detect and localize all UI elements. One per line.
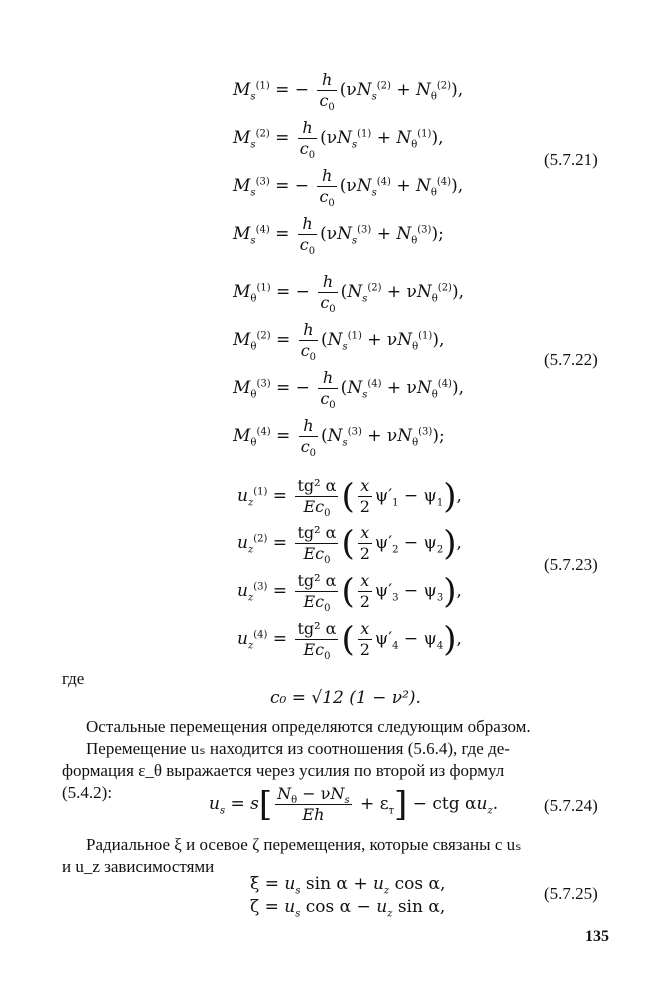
equation-number-21: (5.7.21) xyxy=(544,150,598,169)
paragraph-3-line-1: Радиальное ξ и осевое ζ перемещения, которые связаны с uₛ xyxy=(86,835,522,854)
equation-M-theta-2: $M_\theta^{(2)}$ = $\frac{h}{c_0}$ $(N_s^{(1)} + \nu N_\theta^{(1)})$, xyxy=(233,320,445,364)
paragraph-1: Остальные перемещения определяются следующим образом. xyxy=(86,717,531,736)
equation-M-theta-1: $M_\theta^{(1)}$ = − $\frac{h}{c_0}$ $(N_s^{(2)} + \nu N_\theta^{(2)})$, xyxy=(233,272,465,316)
equation-M-s-3: $M_s^{(3)}$ = − $\frac{h}{c_0}$ $(\nu N_s^{(4)} + N_\theta^{(4)})$, xyxy=(233,166,464,210)
where-label: где xyxy=(62,669,85,688)
equation-c0: c₀ = √12 (1 − ν²). xyxy=(270,688,421,708)
equation-number-22: (5.7.22) xyxy=(544,350,598,369)
equation-M-theta-3: $M_\theta^{(3)}$ = − $\frac{h}{c_0}$ $(N_s^{(4)} + \nu N_\theta^{(4)})$, xyxy=(233,368,465,412)
equation-M-theta-4: $M_\theta^{(4)}$ = $\frac{h}{c_0}$ $(N_s^{(3)} + \nu N_\theta^{(3)})$; xyxy=(233,416,445,460)
paragraph-2-line-3: (5.4.2): xyxy=(62,783,113,802)
equation-number-23: (5.7.23) xyxy=(544,555,598,574)
paragraph-2-line-1: Перемещение uₛ находится из соотношения (5.6.4), где де- xyxy=(86,739,510,758)
equation-M-s-2: $M_s^{(2)}$ = $\frac{h}{c_0}$ $(\nu N_s^{(1)} + N_\theta^{(1)})$, xyxy=(233,118,444,162)
equation-u-z-1: $u_z^{(1)}$ = $\frac{\text{tg² α}}{Ec_0}$ ( $\frac{x}{2}$ $\psi'_1 - \psi_1$), xyxy=(237,476,462,520)
equation-xi: $\xi = u_s$ $\sin \alpha + u_z$ cos α, xyxy=(250,874,446,897)
equation-zeta: $\zeta = u_s$ $\cos \alpha - u_z$ sin α, xyxy=(250,897,446,920)
equation-M-s-4: $M_s^{(4)}$ = $\frac{h}{c_0}$ $(\nu N_s^{(3)} + N_\theta^{(3)})$; xyxy=(233,214,444,258)
equation-M-s-1: $M_s^{(1)}$ = − $\frac{h}{c_0}$ $(\nu N_s^{(2)} + N_\theta^{(2)})$, xyxy=(233,70,464,114)
equation-number-24: (5.7.24) xyxy=(544,796,598,815)
equation-u-z-3: $u_z^{(3)}$ = $\frac{\text{tg² α}}{Ec_0}$ ( $\frac{x}{2}$ $\psi'_3 - \psi_3$), xyxy=(237,571,462,615)
equation-u-s: $u_s = s$[ $\frac{N_\theta - \nu N_s}{Eh}$ + $\varepsilon_т$] − ctg $\alpha u_z$. xyxy=(209,784,499,825)
equation-u-z-2: $u_z^{(2)}$ = $\frac{\text{tg² α}}{Ec_0}$ ( $\frac{x}{2}$ $\psi'_2 - \psi_2$), xyxy=(237,523,462,567)
paragraph-2-line-2: формация ε_θ выражается через усилия по второй из формул xyxy=(62,761,505,780)
equation-u-z-4: $u_z^{(4)}$ = $\frac{\text{tg² α}}{Ec_0}$ ( $\frac{x}{2}$ $\psi'_4 - \psi_4$), xyxy=(237,619,462,663)
paragraph-3-line-2: и u_z зависимостями xyxy=(62,857,215,876)
page-number: 135 xyxy=(585,928,609,945)
equation-number-25: (5.7.25) xyxy=(544,884,598,903)
